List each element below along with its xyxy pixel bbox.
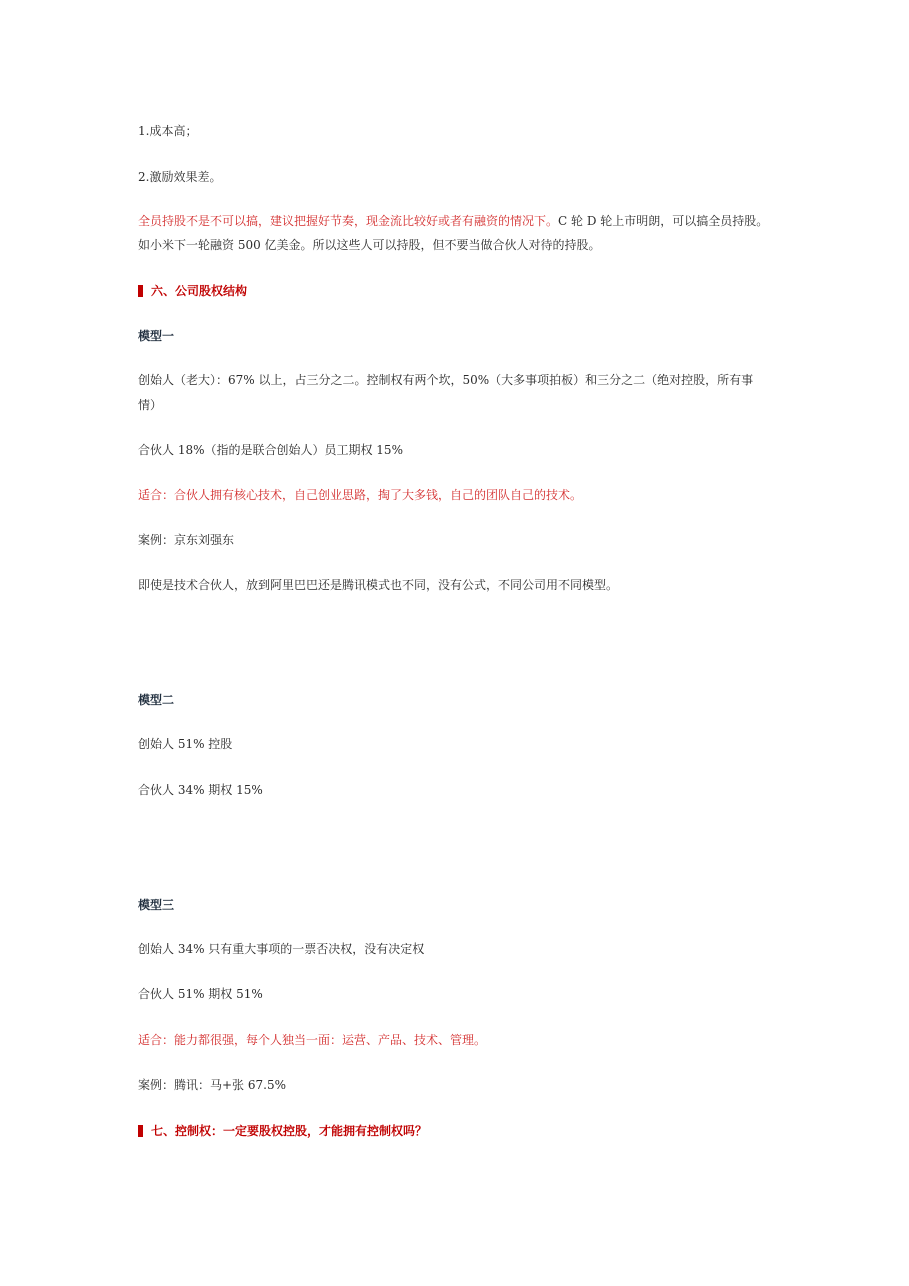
heading-text: 六、公司股权结构 [151,284,248,298]
model-3-case: 案例：腾讯：马+张 67.5% [138,1078,286,1092]
model-3-partner: 合伙人 51% 期权 51% [138,987,263,1001]
list-item-incentive: 2.激励效果差。 [138,170,222,184]
model-3-founder: 创始人 34% 只有重大事项的一票否决权，没有决定权 [138,942,425,956]
model-1-note: 即使是技术合伙人，放到阿里巴巴还是腾讯模式也不同，没有公式，不同公司用不同模型。 [138,578,619,592]
paragraph-employee-stock [138,213,768,229]
model-2-founder: 创始人 51% 控股 [138,737,233,751]
heading-text: 七、控制权：一定要股权控股，才能拥有控制权吗？ [151,1124,428,1138]
model-1-title: 模型一 [138,329,175,343]
model-1-fit: 适合：合伙人拥有核心技术，自己创业思路，掏了大多钱，自己的团队自己的技术。 [138,488,583,502]
section-heading-6 [138,283,247,299]
model-2-partner: 合伙人 34% 期权 15% [138,783,263,797]
paragraph-xiaomi: 如小米下一轮融资 500 亿美金。所以这些人可以持股，但不要当做合伙人对待的持股。 [138,238,601,252]
model-3-fit: 适合：能力都很强，每个人独当一面：运营、产品、技术、管理。 [138,1033,487,1047]
model-1-founder: 创始人（老大）：67% 以上，占三分之二。控制权有两个坎，50%（大多事项拍板）和三分之二（绝对控股，所有事 [138,373,754,387]
model-2-title: 模型二 [138,693,175,707]
heading-marker [138,1125,143,1137]
list-item-cost: 1.成本高； [138,124,198,138]
model-1-case: 案例：京东刘强东 [138,533,235,547]
body-text: C 轮 D 轮上市明朗，可以搞全员持股。 [558,214,769,228]
model-1-partner: 合伙人 18%（指的是联合创始人）员工期权 15% [138,443,403,457]
heading-marker [138,285,143,297]
model-3-title: 模型三 [138,898,175,912]
highlight-text: 全员持股不是不可以搞，建议把握好节奏，现金流比较好或者有融资的情况下。 [138,214,559,228]
section-heading-7 [138,1123,427,1139]
model-1-founder-cont: 情） [138,398,163,412]
